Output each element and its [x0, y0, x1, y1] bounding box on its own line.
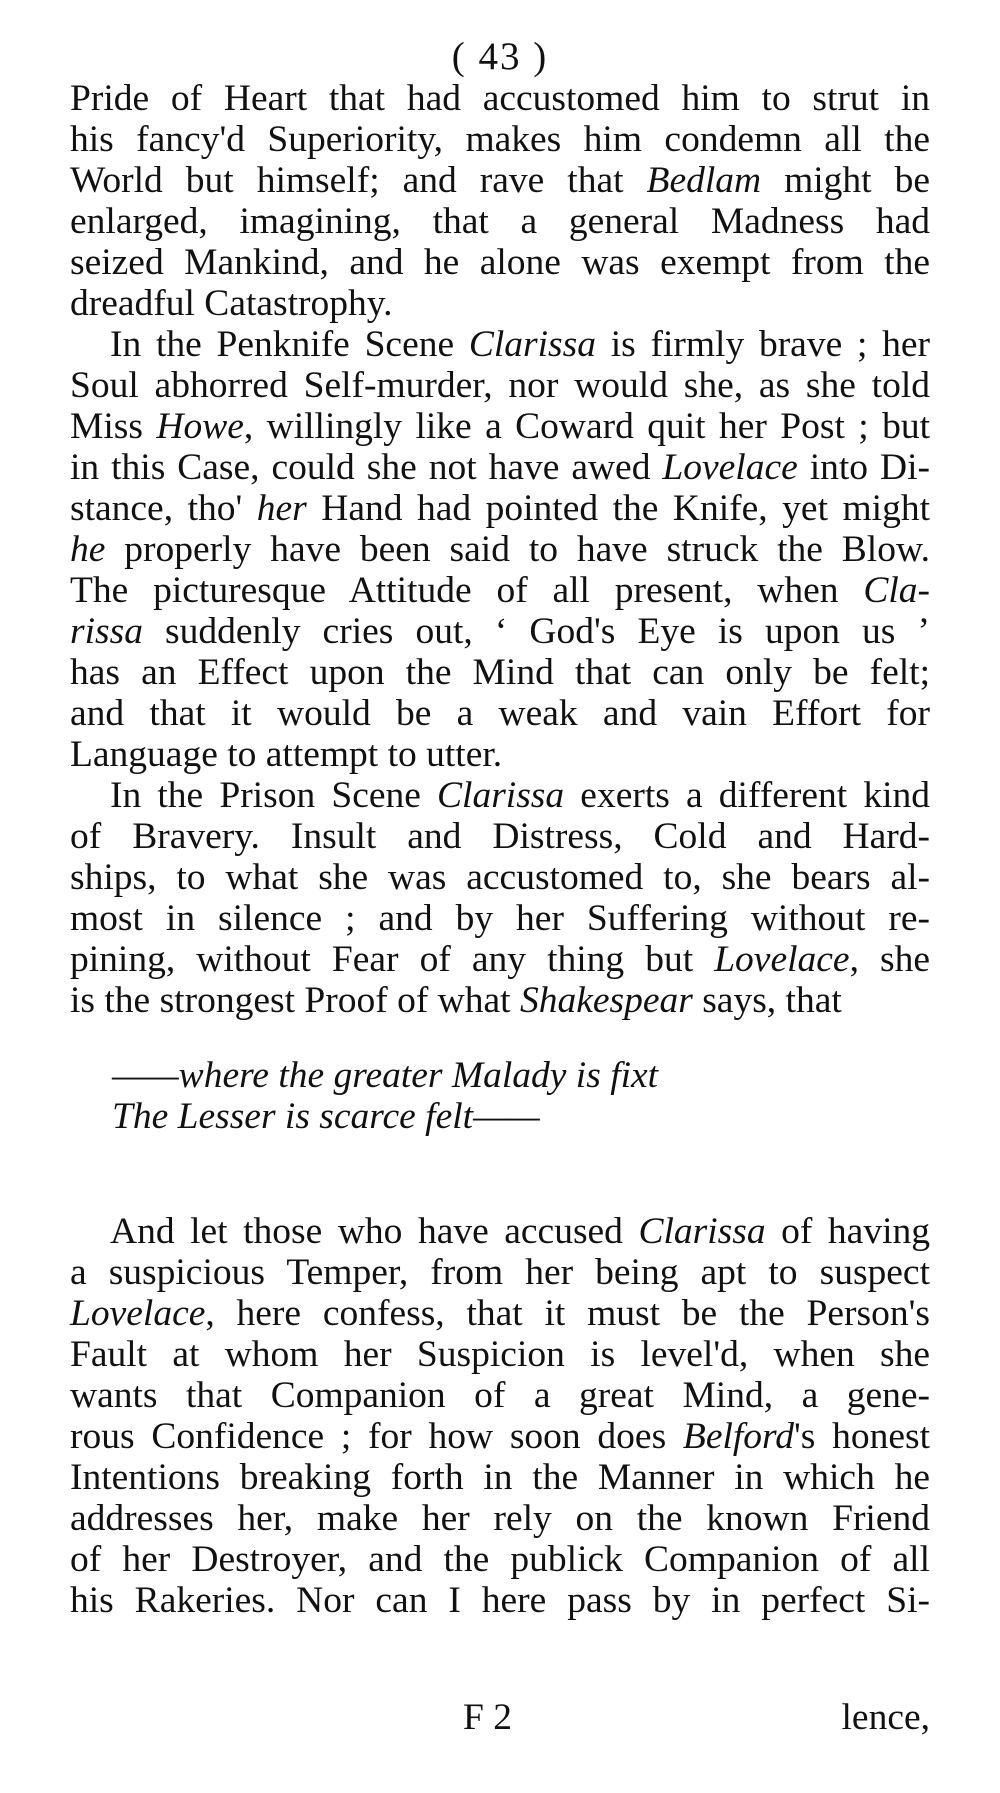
italic-term: Bedlam: [646, 160, 762, 201]
text-line: Language to attempt to utter.: [70, 734, 503, 775]
italic-term: her: [256, 488, 307, 529]
italic-term: he: [70, 529, 106, 570]
text-line: The picturesque Attitude of all present, when Cla-: [70, 570, 930, 611]
text-line: addresses her, make her rely on the known Friend: [70, 1498, 930, 1539]
text-line: his Rakeries. Nor can I here pass by in perfect Si-: [70, 1580, 930, 1621]
text-line: has an Effect upon the Mind that can only be felt;: [70, 652, 930, 693]
text-line: pining, without Fear of any thing but Lovelace, she: [70, 939, 930, 980]
text-line: rous Confidence ; for how soon does Belford's honest: [70, 1416, 930, 1457]
text-line: in this Case, could she not have awed Lovelace into Di-: [70, 447, 931, 488]
text-line: and that it would be a weak and vain Effort for: [70, 693, 930, 734]
text-line: most in silence ; and by her Suffering without re-: [70, 898, 930, 939]
verse-line: ——where the greater Malady is fixt: [112, 1055, 659, 1096]
text-line: is the strongest Proof of what Shakespear says, that: [70, 980, 842, 1021]
text-line: a suspicious Temper, from her being apt to suspect: [70, 1252, 930, 1293]
catchword: lence,: [841, 1697, 930, 1738]
signature-mark: F 2: [463, 1697, 512, 1738]
italic-term: Lovelace: [70, 1293, 206, 1334]
italic-term: Clarissa: [437, 775, 565, 816]
text-line: seized Mankind, and he alone was exempt from the: [70, 242, 930, 283]
text-line: In the Prison Scene Clarissa exerts a different kind: [110, 775, 930, 816]
text-line: Intentions breaking forth in the Manner in which he: [70, 1457, 930, 1498]
page-footer: [0, 1696, 1000, 1740]
italic-term: Howe: [156, 406, 244, 447]
text-line: Fault at whom her Suspicion is level'd, when she: [70, 1334, 930, 1375]
text-line: Soul abhorred Self-murder, nor would she, as she told: [70, 365, 930, 406]
italic-term: Lovelace: [662, 447, 798, 488]
paragraph-1: [70, 78, 930, 324]
verse-line: The Lesser is scarce felt——: [112, 1096, 540, 1137]
text-line: enlarged, imagining, that a general Madness had: [70, 201, 930, 242]
paragraph-3: [70, 775, 930, 1021]
page-number: ( 43 ): [451, 35, 549, 78]
text-line: wants that Companion of a great Mind, a gene-: [70, 1375, 930, 1416]
text-line: And let those who have accused Clarissa of having: [110, 1211, 930, 1252]
text-line: of Bravery. Insult and Distress, Cold and Hard-: [70, 816, 930, 857]
text-line: Lovelace, here confess, that it must be the Person's: [70, 1293, 930, 1334]
italic-term: Belford: [682, 1416, 794, 1457]
quotation: [112, 1055, 812, 1137]
italic-term: Shakespear: [519, 980, 693, 1021]
text-line: In the Penknife Scene Clarissa is firmly brave ; her: [110, 324, 930, 365]
text-line: of her Destroyer, and the publick Companion of all: [70, 1539, 930, 1580]
text-line: his fancy'd Superiority, makes him condemn all the: [70, 119, 930, 160]
italic-term: Lovelace: [714, 939, 850, 980]
text-line: ships, to what she was accustomed to, she bears al-: [70, 857, 930, 898]
text-line: Pride of Heart that had accustomed him to strut in: [70, 78, 930, 119]
italic-term: Cla-: [863, 570, 930, 611]
text-line: dreadful Catastrophy.: [70, 283, 393, 324]
italic-term: rissa: [70, 611, 143, 652]
text-line: rissa suddenly cries out, ‘ God's Eye is upon us ’: [70, 611, 930, 652]
text-line: stance, tho' her Hand had pointed the Knife, yet might: [70, 488, 930, 529]
text-line: World but himself; and rave that Bedlam might be: [70, 160, 930, 201]
paragraph-4: [70, 1211, 930, 1621]
text-line: Miss Howe, willingly like a Coward quit her Post ; but: [70, 406, 931, 447]
paragraph-2: [70, 324, 930, 775]
italic-term: Clarissa: [468, 324, 596, 365]
italic-term: Clarissa: [638, 1211, 766, 1252]
text-line: he properly have been said to have struck the Blow.: [70, 529, 930, 570]
